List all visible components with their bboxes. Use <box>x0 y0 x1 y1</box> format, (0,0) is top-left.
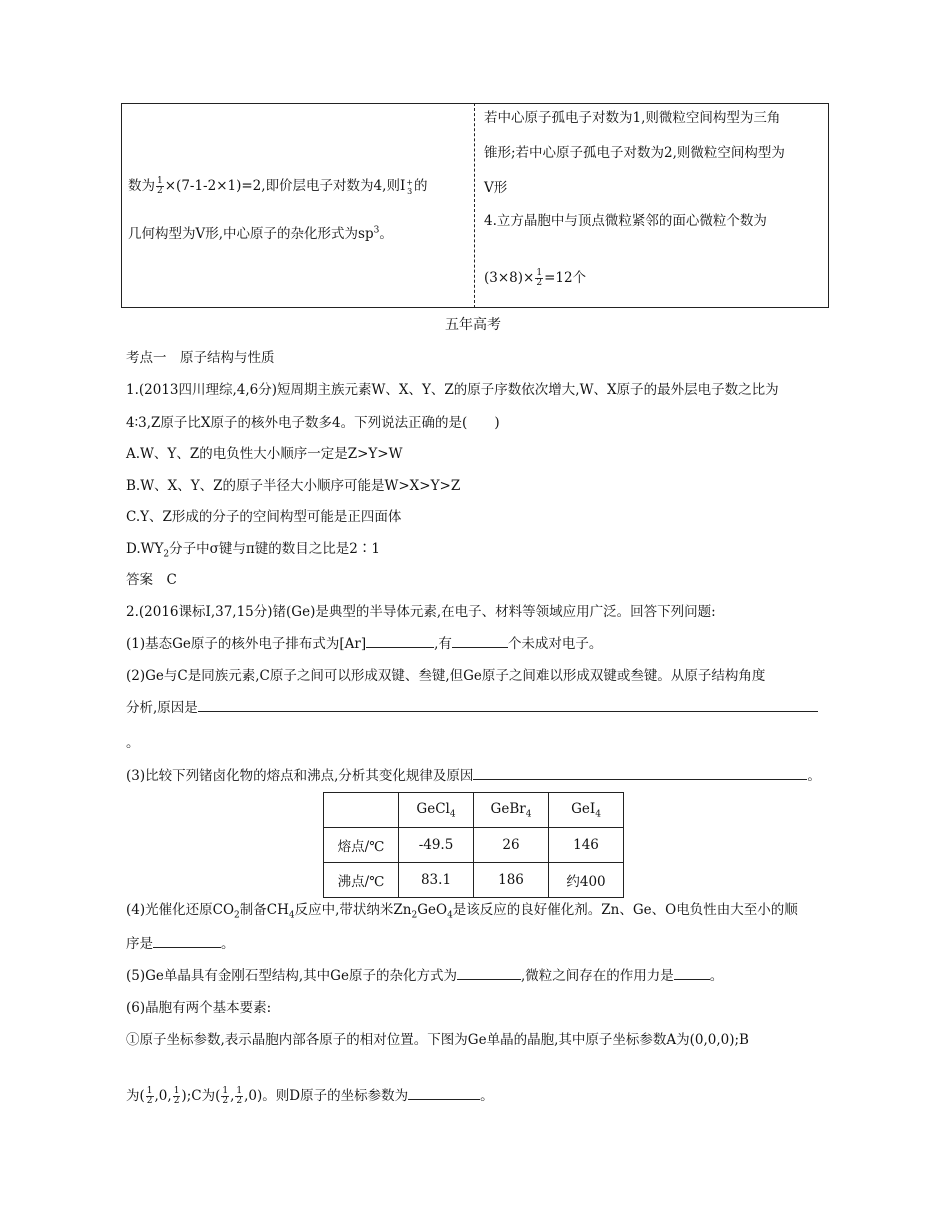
subscript: 2 <box>411 910 418 921</box>
fraction-half <box>146 1087 154 1106</box>
text: 个未成对电子。 <box>507 636 603 652</box>
ion-charge <box>406 178 413 196</box>
q1-option-a: A.W、Y、Z的电负性大小顺序一定是Z>Y>W <box>126 446 403 462</box>
answer-blank[interactable] <box>408 1087 480 1100</box>
text: );C为( <box>181 1088 221 1104</box>
text: GeCl <box>416 800 450 817</box>
text: D.WY <box>126 541 164 557</box>
subscript: 2 <box>163 549 170 560</box>
table-header-cell <box>549 793 624 828</box>
fraction-den: 2 <box>173 1096 180 1106</box>
box-left-line2 <box>128 222 393 242</box>
fraction-num: 1 <box>222 1086 229 1096</box>
text: ,微粒之间存在的作用力是 <box>520 968 674 984</box>
fraction-den: 2 <box>157 186 163 196</box>
superscript: 3 <box>373 225 380 236</box>
text: ,0, <box>154 1088 172 1104</box>
text: ,有 <box>434 636 452 652</box>
text: 分子中σ键与π键的数目之比是2∶1 <box>169 541 380 557</box>
text: 。 <box>221 936 235 952</box>
q2-part6: (6)晶胞有两个基本要素: <box>126 1000 272 1016</box>
subscript: 2 <box>234 910 240 921</box>
q2-part2-end: 。 <box>126 735 140 751</box>
box-right-line2: 锥形;若中心原子孤电子对数为2,则微粒空间构型为 <box>484 145 785 161</box>
text: 。 <box>709 968 724 984</box>
text: 制备CH <box>239 902 289 918</box>
q1-option-d <box>126 537 380 560</box>
text: 数为 <box>128 178 155 194</box>
text: (3×8)× <box>484 270 535 286</box>
text: GeBr <box>490 800 526 817</box>
text: ,0)。则D原子的坐标参数为 <box>244 1088 409 1104</box>
q1-stem-line2: 4∶3,Z原子比X原子的核外电子数多4。下列说法正确的是( ) <box>126 415 500 431</box>
answer-blank[interactable] <box>457 967 521 980</box>
text: 是该反应的良好催化剂。Zn、Ge、O电负性由大至小的顺 <box>452 902 798 918</box>
fraction-den: 2 <box>536 278 543 288</box>
text: 分析,原因是 <box>126 700 198 716</box>
answer-blank[interactable] <box>674 967 710 980</box>
text: 几何构型为V形,中心原子的杂化形式为sp <box>128 226 374 242</box>
subscript: 4 <box>447 910 453 921</box>
table-cell: 26 <box>474 828 549 863</box>
q1-option-b: B.W、X、Y、Z的原子半径大小顺序可能是W>X>Y>Z <box>126 478 461 494</box>
text: ×(7-1-2×1)=2,即价层电子对数为4,则I <box>164 178 406 194</box>
answer-box <box>121 103 829 308</box>
fraction-half <box>235 1087 243 1106</box>
germanium-halide-table <box>323 792 624 898</box>
answer-blank[interactable] <box>452 635 508 648</box>
q2-part3 <box>126 764 821 784</box>
text: GeI <box>571 800 596 817</box>
subscript: 4 <box>595 809 601 820</box>
text: GeO <box>417 902 448 918</box>
subscript: 4 <box>288 910 295 921</box>
table-cell: 熔点/℃ <box>324 828 399 863</box>
text: 序是 <box>126 936 153 952</box>
q2-part6-item2 <box>126 1084 494 1106</box>
text: (4)光催化还原CO <box>126 902 235 918</box>
topic-heading: 考点一 原子结构与性质 <box>126 350 275 366</box>
text: =12个 <box>544 270 587 286</box>
q2-part5 <box>126 964 723 984</box>
box-right-line4: 4.立方晶胞中与顶点微粒紧邻的面心微粒个数为 <box>484 213 767 229</box>
text: (1)基态Ge原子的核外电子排布式为[Ar] <box>126 636 367 652</box>
text: 的 <box>413 178 428 194</box>
answer-blank[interactable] <box>153 935 221 948</box>
table-cell: -49.5 <box>399 828 474 863</box>
text: 。 <box>379 226 393 242</box>
table-row <box>324 863 624 898</box>
box-right-line1: 若中心原子孤电子对数为1,则微粒空间构型为三角 <box>484 110 781 126</box>
table-header-cell <box>324 793 399 828</box>
table-header-row <box>324 793 624 828</box>
ion-sub: 3 <box>407 186 413 196</box>
text: , <box>230 1088 235 1104</box>
q2-part6-item1: ①原子坐标参数,表示晶胞内部各原子的相对位置。下图为Ge单晶的晶胞,其中原子坐标参数A为(0,0,0);B <box>126 1032 749 1048</box>
q2-stem: 2.(2016课标Ⅰ,37,15分)锗(Ge)是典型的半导体元素,在电子、材料等领域应用广泛。回答下列问题: <box>126 604 716 620</box>
q1-stem-line1: 1.(2013四川理综,4,6分)短周期主族元素W、X、Y、Z的原子序数依次增大,W、X原子的最外层电子数之比为 <box>126 382 779 398</box>
table-cell: 83.1 <box>399 863 474 898</box>
q2-part2-line2 <box>126 696 818 716</box>
q1-option-c: C.Y、Z形成的分子的空间构型可能是正四面体 <box>126 509 402 525</box>
table-cell: 186 <box>474 863 549 898</box>
box-right-line5 <box>484 266 586 288</box>
box-divider <box>474 103 475 308</box>
text: 。 <box>807 768 821 784</box>
fraction-num: 1 <box>236 1086 243 1096</box>
q2-part4-line2 <box>126 932 235 952</box>
text: (5)Ge单晶具有金刚石型结构,其中Ge原子的杂化方式为 <box>126 968 457 984</box>
fraction-half <box>535 269 543 288</box>
box-right-line3: V形 <box>484 180 508 196</box>
text: 反应中,带状纳米Zn <box>294 902 412 918</box>
answer-blank[interactable] <box>473 767 807 780</box>
table-header-cell <box>474 793 549 828</box>
ion-sup: + <box>406 177 413 187</box>
section-title: 五年高考 <box>445 317 501 333</box>
text: 。 <box>480 1088 494 1104</box>
subscript: 4 <box>449 809 456 820</box>
table-cell: 沸点/℃ <box>324 863 399 898</box>
box-left-line1 <box>128 174 427 196</box>
answer-blank[interactable] <box>366 635 434 648</box>
fraction-num: 1 <box>536 268 543 278</box>
fraction-num: 1 <box>146 1086 153 1096</box>
table-cell: 约400 <box>549 863 624 898</box>
q2-part4-line1 <box>126 898 798 921</box>
q2-part2-line1: (2)Ge与C是同族元素,C原子之间可以形成双键、叁键,但Ge原子之间难以形成双键或叁键。从原子结构角度 <box>126 668 766 684</box>
q1-answer: 答案 C <box>126 572 177 588</box>
table-header-cell <box>399 793 474 828</box>
table-cell: 146 <box>549 828 624 863</box>
subscript: 4 <box>525 809 532 820</box>
text: (3)比较下列锗卤化物的熔点和沸点,分析其变化规律及原因 <box>126 768 474 784</box>
fraction-half <box>173 1087 181 1106</box>
table-row <box>324 828 624 863</box>
fraction-half <box>221 1087 229 1106</box>
fraction-num: 1 <box>173 1086 180 1096</box>
fraction-num: 1 <box>157 176 163 186</box>
fraction-den: 2 <box>222 1096 229 1106</box>
fraction-den: 2 <box>236 1096 243 1106</box>
answer-blank[interactable] <box>198 699 818 712</box>
text: 为( <box>126 1088 145 1104</box>
q2-part1 <box>126 632 602 652</box>
fraction-den: 2 <box>146 1096 153 1106</box>
fraction-half <box>156 177 164 196</box>
